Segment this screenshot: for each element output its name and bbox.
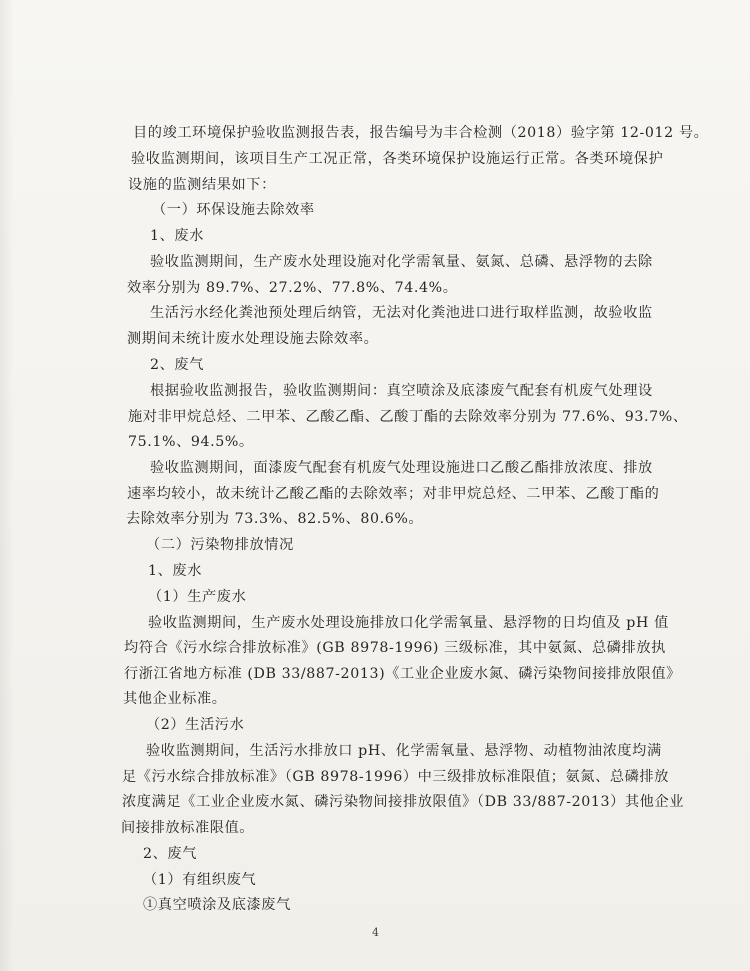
subsection-heading: （1）有组织废气: [143, 872, 257, 888]
section-heading: （一）环保设施去除效率: [152, 202, 315, 218]
subsection-heading: （1）生产废水: [148, 589, 247, 605]
subsection-heading: 2、废气: [143, 846, 197, 862]
text-line: 浓度满足《工业企业废水氮、磷污染物间接排放限值》（DB 33/887-2013）其他企业: [122, 794, 685, 810]
text-line: 去除效率分别为 73.3%、82.5%、80.6%。: [126, 511, 424, 527]
subsection-heading: ①真空喷涂及底漆废气: [143, 897, 291, 913]
text-line: 目的竣工环境保护验收监测报告表，报告编号为丰合检测（2018）验字第 12-012 号。: [133, 125, 709, 141]
text-line: 足《污水综合排放标准》（GB 8978-1996）中三级排放标准限值；氨氮、总磷排放: [122, 769, 670, 785]
text-line: 测期间未统计废水处理设施去除效率。: [127, 331, 379, 347]
subsection-heading: 1、废水: [150, 228, 204, 244]
text-line: 其他企业标准。: [123, 691, 227, 707]
section-heading: （二）污染物排放情况: [146, 537, 294, 553]
text-line: 根据验收监测报告，验收监测期间：真空喷涂及底漆废气配套有机废气处理设: [150, 383, 653, 399]
text-line: 速率均较小，故未统计乙酸乙酯的去除效率；对非甲烷总烃、二甲苯、乙酸丁酯的: [127, 486, 660, 502]
subsection-heading: 1、废水: [148, 563, 202, 579]
page-number: 4: [372, 926, 379, 939]
text-line: 行浙江省地方标准 (DB 33/887-2013)《工业企业废水氮、磷污染物间接排放限值》: [124, 666, 681, 682]
text-line: 均符合《污水综合排放标准》(GB 8978-1996) 三级标准，其中氨氮、总磷排放执: [124, 640, 666, 656]
text-line: 间接排放标准限值。: [121, 820, 255, 836]
text-line: 验收监测期间，生产废水处理设施对化学需氧量、氨氮、总磷、悬浮物的去除: [150, 254, 653, 270]
text-line: 效率分别为 89.7%、27.2%、77.8%、74.4%。: [127, 280, 458, 296]
text-line: 验收监测期间，生产废水处理设施排放口化学需氧量、悬浮物的日均值及 pH 值: [148, 615, 669, 631]
subsection-heading: 2、废气: [150, 357, 204, 373]
text-line: 生活污水经化粪池预处理后纳管，无法对化粪池进口进行取样监测，故验收监: [150, 305, 653, 321]
text-line: 验收监测期间，该项目生产工况正常，各类环境保护设施运行正常。各类环境保护: [131, 151, 664, 167]
text-line: 验收监测期间，生活污水排放口 pH、化学需氧量、悬浮物、动植物油浓度均满: [146, 743, 662, 759]
text-line: 施对非甲烷总烃、二甲苯、乙酸乙酯、乙酸丁酯的去除效率分别为 77.6%、93.7%、: [128, 409, 688, 425]
text-line: 验收监测期间，面漆废气配套有机废气处理设施进口乙酸乙酯排放浓度、排放: [150, 460, 653, 476]
text-line: 75.1%、94.5%。: [128, 434, 254, 450]
text-line: 设施的监测结果如下：: [128, 177, 276, 193]
subsection-heading: （2）生活污水: [146, 717, 245, 733]
